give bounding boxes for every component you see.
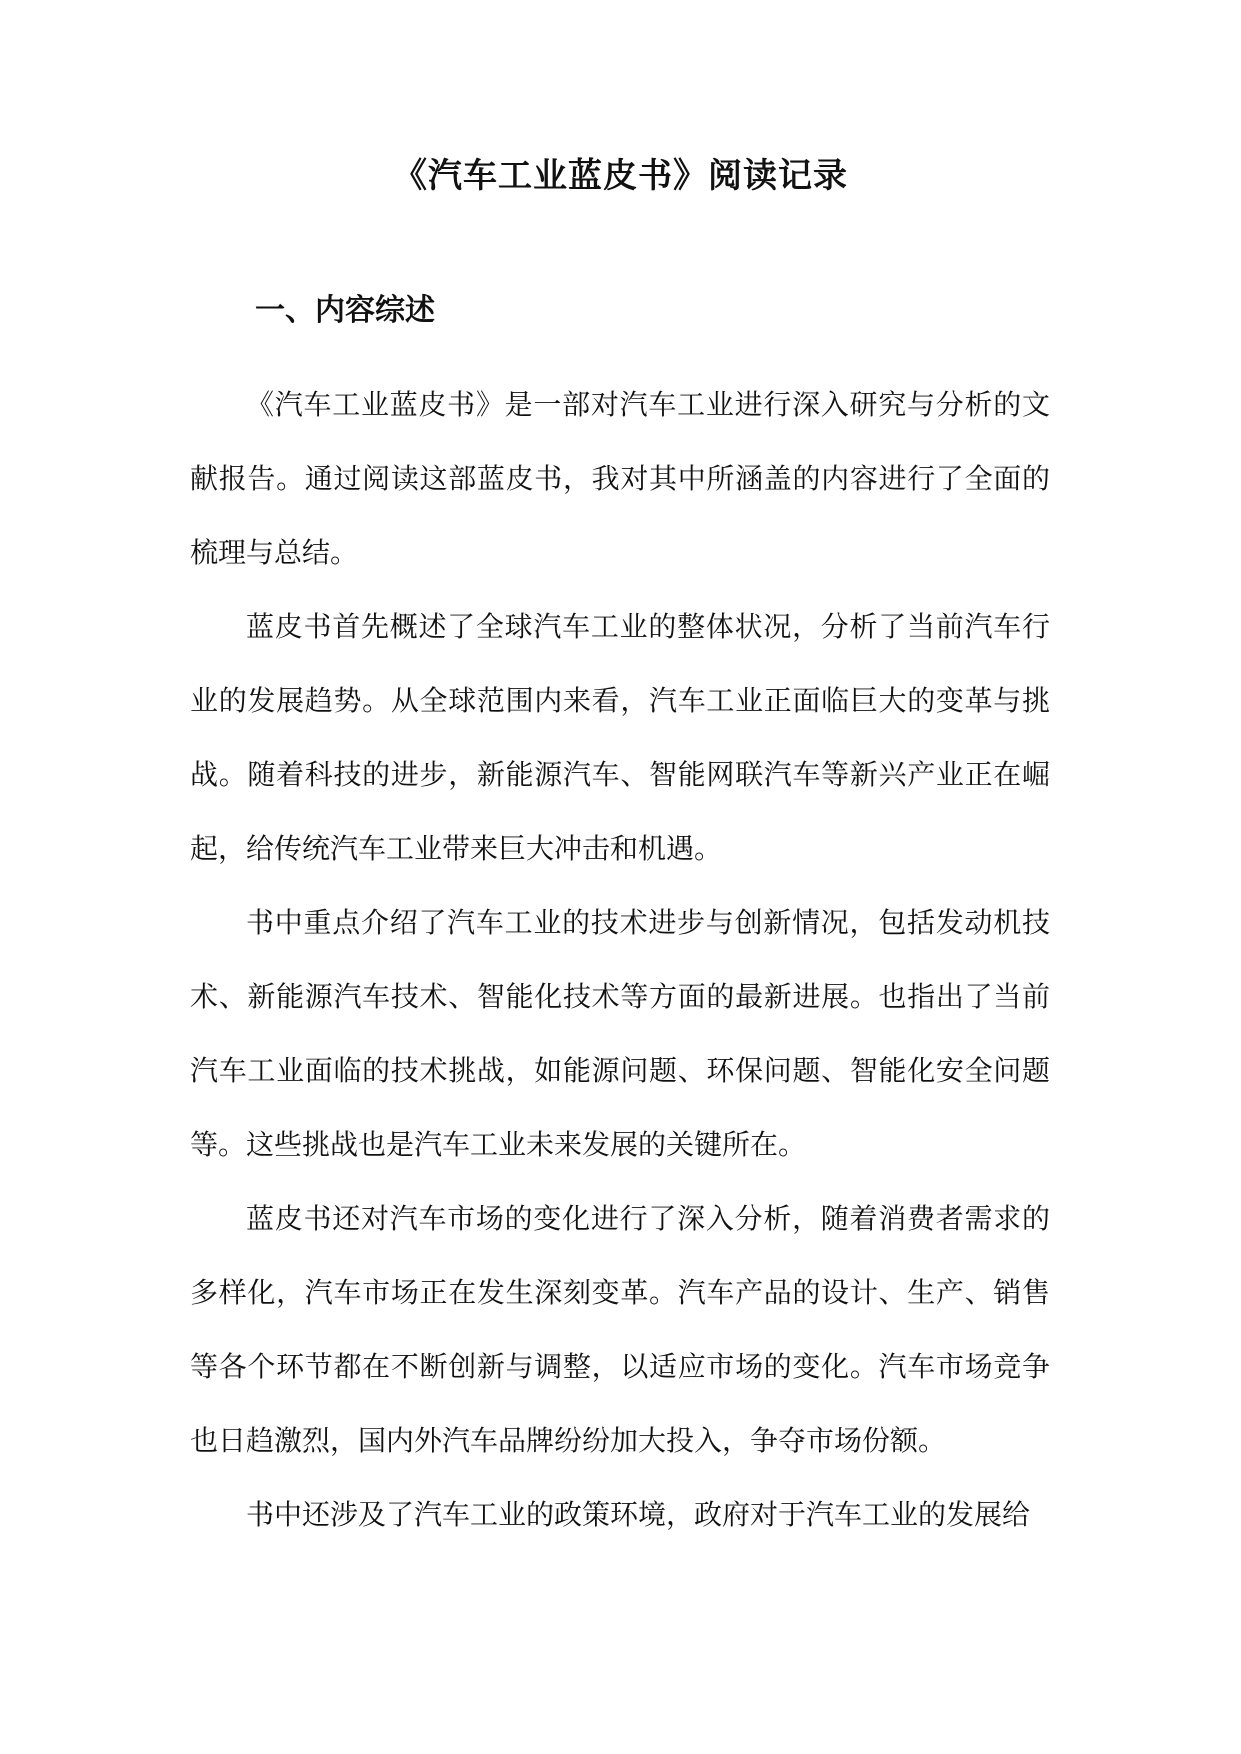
paragraph-3: 书中重点介绍了汽车工业的技术进步与创新情况，包括发动机技术、新能源汽车技术、智能化技术等方面的最新进展。也指出了当前汽车工业面临的技术挑战，如能源问题、环保问题、智能化安全问题等。这些挑战也是汽车工业未来发展的关键所在。 (190, 906, 1050, 1161)
document-title: 《汽车工业蓝皮书》阅读记录 (393, 156, 848, 196)
paragraph-1: 《汽车工业蓝皮书》是一部对汽车工业进行深入研究与分析的文献报告。通过阅读这部蓝皮书，我对其中所涵盖的内容进行了全面的梳理与总结。 (190, 388, 1050, 569)
section-body (190, 368, 1050, 1552)
paragraph-4: 蓝皮书还对汽车市场的变化进行了深入分析，随着消费者需求的多样化，汽车市场正在发生深刻变革。汽车产品的设计、生产、销售等各个环节都在不断创新与调整，以适应市场的变化。汽车市场竞争也日趋激烈，国内外汽车品牌纷纷加大投入，争夺市场份额。 (190, 1202, 1050, 1457)
paragraph-5: 书中还涉及了汽车工业的政策环境，政府对于汽车工业的发展给 (246, 1498, 1031, 1531)
paragraph-2: 蓝皮书首先概述了全球汽车工业的整体状况，分析了当前汽车行业的发展趋势。从全球范围内来看，汽车工业正面临巨大的变革与挑战。随着科技的进步，新能源汽车、智能网联汽车等新兴产业正在崛起，给传统汽车工业带来巨大冲击和机遇。 (190, 610, 1050, 865)
section-heading: 一、内容综述 (255, 293, 435, 328)
